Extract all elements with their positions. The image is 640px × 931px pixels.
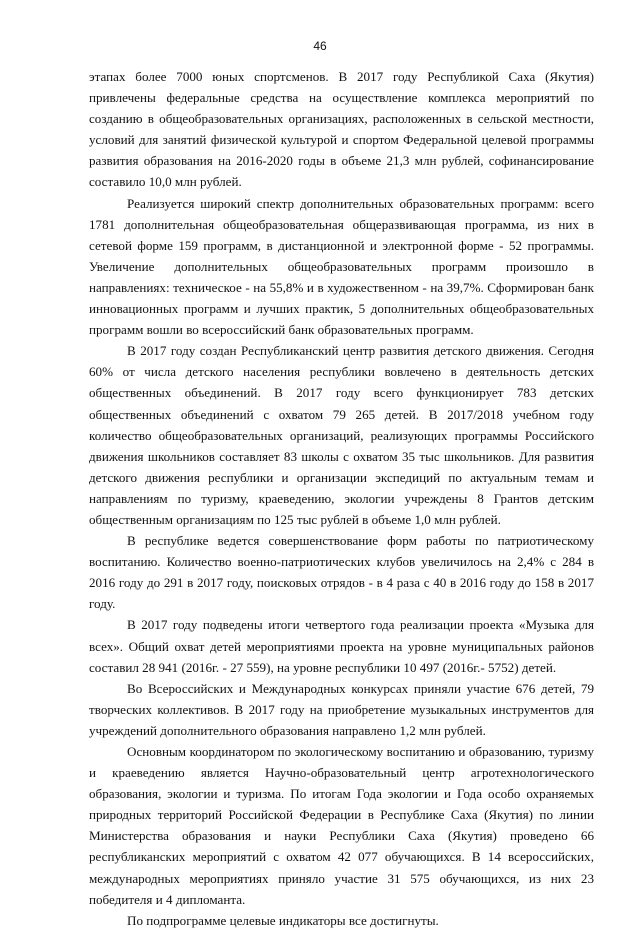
paragraph-additional-programs: Реализуется широкий спектр дополнительных образовательных программ: всего 1781 дополнительная общеобразовательная общеразвивающая программа, из них в сетевой форме 159 программ, в дистанционной и электронной форме - 52 программы. Увеличение дополнительных общеобразовательных программ произошло в направлениях: техническое - на 55,8% и в художественном - на 39,7%. Сформирован банк инновационных программ и лучших практик, 5 дополнительных общеобразовательных программ вошли во всероссийский банк образовательных программ. <box>89 195 594 338</box>
paragraph-children-movement: В 2017 году создан Республиканский центр развития детского движения. Сегодня 60% от числа детского населения республики вовлечено в деятельность детских общественных объединений. В 2017 году всего функционирует 783 детских общественных объединений с охватом 79 265 детей. В 2017/2018 учебном году количество общеобразовательных организаций, реализующих программы Российского движения школьников составляет 83 школы с охватом 35 тыс школьников. Для развития детского движения республики и организации экспедиций по актуальным темам и направлениям по туризму, краеведению, экологии учреждены 8 Грантов детским общественным организациям по 125 тыс рублей в объеме 1,0 млн рублей. <box>89 343 594 527</box>
paragraph-conclusion: По подпрограмме целевые индикаторы все достигнуты. <box>127 912 439 928</box>
paragraph-music-for-all: В 2017 году подведены итоги четвертого года реализации проекта «Музыка для всех». Общий охват детей мероприятиями проекта на уровне муниципальных районов составил 28 941 (2016г. - 27 559), на уровне республики 10 497 (2016г.- 5752) детей. <box>89 617 594 675</box>
paragraph-ecology-education: Основным координатором по экологическому воспитанию и образованию, туризму и краеведению является Научно-образовательный центр агротехнологического образования, экологии и туризма. По итогам Года экологии и Года особо охраняемых природных территорий Российской Федерации в Республике Саха (Якутия) по линии Министерства образования и науки Республики Саха (Якутия) проведено 66 республиканских мероприятий с охватом 42 077 обучающихся. В 14 всероссийских, международных мероприятиях приняло участие 31 575 обучающихся, из них 23 победителя и 4 дипломанта. <box>89 744 594 907</box>
page-number: 46 <box>313 39 327 53</box>
paragraph-sports-funding: этапах более 7000 юных спортсменов. В 2017 году Республикой Саха (Якутия) привлечены федеральные средства на осуществление комплекса мероприятий по созданию в общеобразовательных организациях, расположенных в сельской местности, условий для занятий физической культурой и спортом Федеральной целевой программы развития образования на 2016-2020 годы в объеме 21,3 млн рублей, софинансирование составило 10,0 млн рублей. <box>89 69 594 190</box>
paragraph-patriotic-education: В республике ведется совершенствование форм работы по патриотическому воспитанию. Количество военно-патриотических клубов увеличилось на 2,4% с 284 в 2016 году до 291 в 2017 году, поисковых отрядов - в 4 раза с 40 в 2016 году до 158 в 2017 году. <box>89 533 594 612</box>
document-body <box>89 66 594 931</box>
paragraph-competitions: Во Всероссийских и Международных конкурсах приняли участие 676 детей, 79 творческих коллективов. В 2017 году на приобретение музыкальных инструментов для учреждений дополнительного образования направлено 1,2 млн рублей. <box>89 680 594 738</box>
